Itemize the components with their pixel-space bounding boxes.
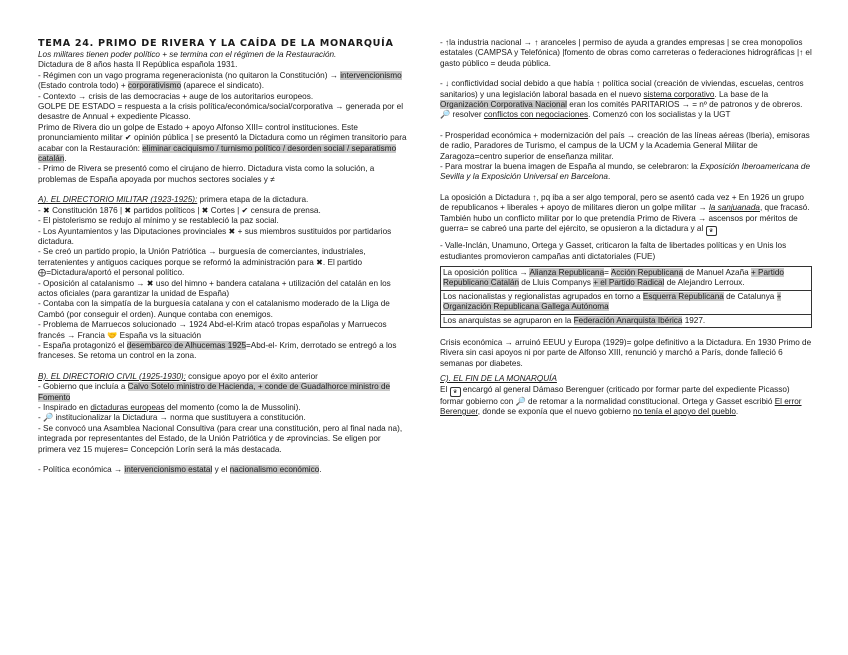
paragraph: - Régimen con un vago programa regeneracionista (no quitaron la Constitución) → intervencionismo (Estado controla todo) + corporativismo (aparece el sindicato). xyxy=(38,70,402,91)
list-item: - Los Ayuntamientos y las Diputaciones provinciales ✖ + sus miembros sustituidos por partidarios dictadura. xyxy=(38,226,392,246)
highlight: desembarco de Alhucemas 1925 xyxy=(126,340,247,350)
highlight: Federación Anarquista Ibérica xyxy=(573,315,683,325)
paragraph: Crisis económica → arruinó EEUU y Europa (1929)= golpe definitivo a la Dictadura. En 1930 Primo de Rivera sin casi apoyos ni por parte de Alfonso XIII, renunció y marchó a París, donde falleció 6 semanas por diabetes. xyxy=(440,337,812,368)
paragraph: La oposición a Dictadura ↑, pq iba a ser algo temporal, pero se asentó cada vez + En 1926 un grupo de republicanos + liberales + apoyo de militares dieron un golpe militar → la sanjuanada, que fracasó. También hubo un conflicto militar por lo que pretendía Primo de Rivera → ascensos por méritos de guerra= se cabreó una parte del ejército, se opusieron a la dictadura y al ♛ xyxy=(440,192,810,235)
list-item: - Gobierno que incluía a Calvo Sotelo ministro de Hacienda, + conde de Guadalhorce ministro de Fomento xyxy=(38,382,391,402)
paragraph: - Primo de Rivera se presentó como el cirujano de hierro. Dictadura vista como la solución, a problemas de España apoyada por muchos sectores sociales y ≠ xyxy=(38,164,375,184)
highlight: eliminar caciquismo / turnismo político / desorden social / separatismo catalán xyxy=(38,143,397,164)
list-item: - Problema de Marruecos solucionado → 1924 Abd-el-Krim atacó tropas españolas y Marruecos francés → Francia 🤝 España vs la situación xyxy=(38,320,387,340)
section-heading-c: C). EL FIN DE LA MONARQUÍA xyxy=(440,374,557,384)
highlight: Alianza Republicana xyxy=(529,267,605,277)
highlight: Calvo Sotelo ministro de Hacienda, + conde de Guadalhorce ministro de Fomento xyxy=(38,382,391,402)
crown-icon: ♛ xyxy=(450,387,461,397)
highlight: + Organización Republicana Gallega Autónoma xyxy=(443,291,782,312)
highlight: corporativismo xyxy=(127,81,182,91)
paragraph: Primo de Rivera dio un golpe de Estado + apoyo Alfonso XIII= control instituciones. Este pronunciamiento militar ✔ opinión pública | se presentó la Dictadura como un régimen transitorio para acabar con la Restauración: eliminar caciquismo / turnismo político / desorden social / separatismo catalán. xyxy=(38,122,407,164)
list-item: - Se convocó una Asamblea Nacional Consultiva (para crear una constitución, pero al final nada na), integrada por representantes del Estado, de la Unión Patriótica y de ≠provincias. Se eligen por primera vez 15 mujeres= Concepción Lorín será la más destacada. xyxy=(38,423,403,454)
table-row: Los nacionalistas y regionalistas agrupados en torno a Esquerra Republicana de Catalunya + Organización Republicana Gallega Autónoma xyxy=(441,291,811,315)
paragraph: - Para mostrar la buena imagen de España al mundo, se celebraron: la Exposición Iberoamericana de Sevilla y la Exposición Universal en Barcelona. xyxy=(440,162,811,182)
highlight: intervencionismo estatal xyxy=(124,465,213,475)
crown-icon: ♛ xyxy=(706,226,717,236)
list-item: - Contaba con la simpatía de la burguesía catalana y con el catalanismo moderado de la Lliga de Cambó (por conseguir el orden). Aunque contaba con enemigos. xyxy=(38,299,390,319)
paragraph: - Prosperidad económica + modernización del país → creación de las líneas aéreas (Iberia), emisoras de radio, Paradores de Turismo, el campus de la UCM y la Academia General Militar de Zaragoza=centro superior de enseñanza militar. xyxy=(440,130,810,161)
paragraph: - Contexto → crisis de las democracias + auge de los autoritarios europeos. xyxy=(38,91,314,101)
list-item: - Inspirado en dictaduras europeas del momento (como la de Mussolini). xyxy=(38,403,301,412)
paragraph: El ♛ encargó al general Dámaso Berenguer (criticado por formar parte del expediente Picasso) formar gobierno con 🔎 de retomar a la normalidad constitucional. Ortega y Gasset escribió El error Berenguer, donde se exponía que el nuevo gobierno no tenía el apoyo del pueblo. xyxy=(440,384,802,416)
highlight: Organización Corporativa Nacional xyxy=(440,100,567,110)
paragraph: - Valle-Inclán, Unamuno, Ortega y Gasset, criticaron la falta de libertades políticas y en Unis los estudiantes promovieron campañas anti dictatoriales (FUE) xyxy=(440,241,787,261)
highlight: + el Partido Radical xyxy=(593,278,665,288)
right-column xyxy=(440,38,812,417)
list-item: - El pistolerismo se redujo al mínimo y se restableció la paz social. xyxy=(38,216,279,226)
list-item: - España protagonizó el desembarco de Alhucemas 1925=Abd-el- Krim, derrotado se entregó a los franceses. Se retoma un control en la zona. xyxy=(38,340,397,361)
table-row: La oposición política → Alianza Republicana= Acción Republicana de Manuel Azaña + Partido Republicano Catalán de Lluis Companys + el Partido Radical de Alejandro Lerroux. xyxy=(441,267,811,291)
list-item: - 🔎 institucionalizar la Dictadura → norma que sustituyera a constitución. xyxy=(38,413,306,423)
paragraph: GOLPE DE ESTADO = respuesta a la crisis política/económica/social/corporativa → generada por el desastre de Annual + expediente Picasso. xyxy=(38,102,404,122)
list-item: - Política económica → intervencionismo estatal y el nacionalismo económico. xyxy=(38,465,322,475)
list-item: - Se creó un partido propio, la Unión Patriótica → burguesía de comerciantes, industriales, terratenientes y antiguos caciques porque se reformó la administración para ✖. El partido ⨁=Dictadura/aportó el personal político. xyxy=(38,247,366,278)
list-item: - Oposición al catalanismo → ✖ uso del himno + bandera catalana + utilización del catalán en los actos oficiales (para garantizar la unidad de España) xyxy=(38,278,391,298)
section-heading-a: A). EL DIRECTORIO MILITAR (1923-1925): primera etapa de la dictadura. xyxy=(38,195,309,205)
left-column xyxy=(38,38,408,475)
highlight: nacionalismo económico xyxy=(229,465,320,475)
highlight: + Partido Republicano Catalán xyxy=(443,267,784,288)
paragraph: 🔎 resolver conflictos con negociaciones. Comenzó con los socialistas y la UGT xyxy=(440,110,731,120)
magnifier-icon: 🔎 xyxy=(515,396,526,406)
page-title: TEMA 24. PRIMO DE RIVERA Y LA CAÍDA DE LA MONARQUÍA xyxy=(38,38,394,49)
subtitle: Los militares tienen poder político + se termina con el régimen de la Restauración. xyxy=(38,50,337,59)
table-row: Los anarquistas se agruparon en la Federación Anarquista Ibérica 1927. xyxy=(443,315,706,325)
section-heading-b: B). EL DIRECTORIO CIVIL (1925-1930): consigue apoyo por el éxito anterior xyxy=(38,371,318,381)
paragraph: - ↑la industria nacional → ↑ aranceles | permiso de ayuda a grandes empresas | se crea monopolios estatales (CAMPSA y Telefónica) |fomento de obras como carreteras o federaciones hidrográficas |↑ el gasto público = deuda pública. xyxy=(440,38,812,68)
highlight: intervencionismo xyxy=(340,70,402,80)
highlight: Acción Republicana xyxy=(610,267,684,277)
list-item: - ✖ Constitución 1876 | ✖ partidos políticos | ✖ Cortes | ✔ censura de prensa. xyxy=(38,205,321,215)
paragraph: Dictadura de 8 años hasta II República española 1931. xyxy=(38,60,238,70)
paragraph: - ↓ conflictividad social debido a que había ↑ política social (creación de viviendas, escuelas, centros sanitarios) y una legislación laboral basada en el nuevo sistema corporativo. La base de la Organización Corporativa Nacional eran los comités PARITARIOS → = nº de patronos y de obreros. xyxy=(440,79,804,110)
opposition-table xyxy=(440,266,812,328)
highlight: Esquerra Republicana xyxy=(642,291,724,301)
